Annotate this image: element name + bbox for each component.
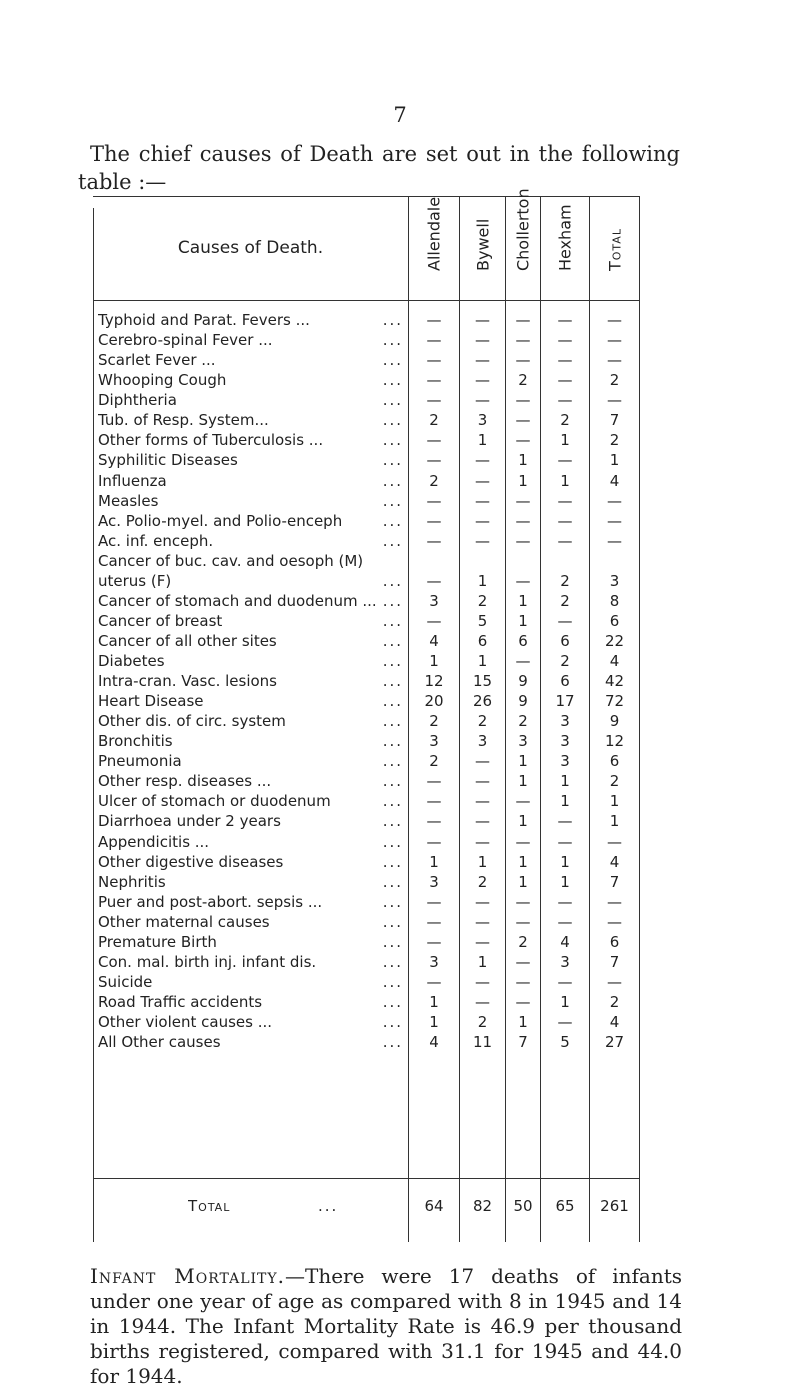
value-cell: — xyxy=(515,351,531,370)
value-cell: — xyxy=(515,511,531,530)
table-row xyxy=(93,430,643,450)
value-cell: — xyxy=(557,351,573,370)
value-cell: — xyxy=(426,912,442,931)
value-cell: — xyxy=(607,491,622,510)
value-cell: 9 xyxy=(518,692,528,711)
value-cell: 2 xyxy=(477,872,488,891)
cause-label: Other violent causes ... ... xyxy=(98,1013,403,1032)
intro-line-1: The chief causes of Death are set out in the following xyxy=(90,142,680,166)
value-cell: — xyxy=(426,932,442,951)
total-cell: 82 xyxy=(472,1197,493,1215)
total-row-label: Total xyxy=(188,1197,231,1215)
value-cell: — xyxy=(475,812,490,831)
value-cell: — xyxy=(557,531,573,550)
table-row xyxy=(93,892,643,912)
value-cell: 1 xyxy=(477,651,488,670)
total-row-dots: ... xyxy=(318,1197,339,1215)
value-cell: — xyxy=(475,391,490,410)
value-cell: — xyxy=(515,952,531,971)
column-header-bywell: Bywell xyxy=(473,218,492,271)
value-cell: 1 xyxy=(560,431,570,450)
table-row xyxy=(93,450,643,470)
table-row xyxy=(93,330,643,350)
table-row xyxy=(93,852,643,872)
value-cell: 12 xyxy=(604,732,625,751)
value-cell: — xyxy=(607,391,622,410)
value-cell: — xyxy=(426,531,442,550)
value-cell: — xyxy=(475,351,490,370)
table-row xyxy=(93,671,643,691)
total-cell: 261 xyxy=(600,1197,629,1215)
value-cell: — xyxy=(515,311,531,329)
table-row xyxy=(93,811,643,831)
value-cell: 1 xyxy=(518,611,528,630)
value-cell: 1 xyxy=(429,852,439,871)
causes-of-death-table xyxy=(93,188,643,1244)
value-cell: — xyxy=(475,451,490,470)
value-cell: 2 xyxy=(518,712,528,731)
value-cell: 1 xyxy=(518,872,528,891)
cause-label: Premature Birth ... xyxy=(98,932,403,951)
infant-mortality-paragraph xyxy=(90,1264,682,1389)
value-cell: 1 xyxy=(477,571,488,590)
value-cell: 1 xyxy=(429,651,439,670)
value-cell: 1 xyxy=(518,451,528,470)
value-cell: 1 xyxy=(609,451,620,470)
value-cell: — xyxy=(475,832,490,851)
value-cell: — xyxy=(475,892,490,911)
value-cell: 72 xyxy=(604,692,625,711)
value-cell: 4 xyxy=(429,631,439,650)
value-cell: 5 xyxy=(477,611,488,630)
value-cell: — xyxy=(557,972,573,991)
value-cell: — xyxy=(557,1013,573,1032)
cause-label: Cerebro-spinal Fever ... ... xyxy=(98,331,403,350)
value-cell: — xyxy=(475,993,490,1011)
cause-label: Cancer of buc. cav. and oesoph (M) uterus (F) ... xyxy=(98,551,403,590)
value-cell: — xyxy=(426,892,442,911)
value-cell: 6 xyxy=(609,932,620,951)
value-cell: — xyxy=(475,932,490,951)
value-cell: 1 xyxy=(609,812,620,831)
total-cell: 65 xyxy=(555,1197,575,1215)
table-row xyxy=(93,491,643,511)
table-row xyxy=(93,992,643,1012)
cause-label: Influenza ... xyxy=(98,471,403,490)
value-cell: — xyxy=(426,611,442,630)
value-cell: — xyxy=(426,511,442,530)
value-cell: — xyxy=(515,651,531,670)
table-row xyxy=(93,832,643,852)
infant-mortality-heading: Infant Mortality. xyxy=(90,1264,285,1288)
table-row xyxy=(93,390,643,410)
value-cell: 17 xyxy=(555,692,575,711)
value-cell: 3 xyxy=(560,712,570,731)
value-cell: 7 xyxy=(609,872,620,891)
value-cell: — xyxy=(515,993,531,1011)
cause-label: Cancer of breast ... xyxy=(98,611,403,630)
value-cell: — xyxy=(515,792,531,811)
value-cell: — xyxy=(515,411,531,430)
value-cell: — xyxy=(426,972,442,991)
value-cell: — xyxy=(515,571,531,590)
value-cell: 7 xyxy=(609,952,620,971)
value-cell: 5 xyxy=(560,1033,570,1052)
value-cell: — xyxy=(475,912,490,931)
value-cell: 3 xyxy=(518,732,528,751)
value-cell: 4 xyxy=(429,1033,439,1052)
value-cell: — xyxy=(426,451,442,470)
value-cell: 6 xyxy=(477,631,488,650)
value-cell: — xyxy=(426,351,442,370)
value-cell: 1 xyxy=(518,591,528,610)
table-row xyxy=(93,771,643,791)
table-row xyxy=(93,471,643,491)
cause-label: Appendicitis ... ... xyxy=(98,832,403,851)
value-cell: 7 xyxy=(609,411,620,430)
value-cell: 2 xyxy=(560,571,570,590)
value-cell: 11 xyxy=(472,1033,493,1052)
value-cell: 2 xyxy=(477,1013,488,1032)
cause-label: Bronchitis ... xyxy=(98,732,403,751)
value-cell: 1 xyxy=(518,752,528,771)
value-cell: — xyxy=(475,792,490,811)
table-row xyxy=(93,711,643,731)
causes-column-header: Causes of Death. xyxy=(177,238,324,258)
value-cell: — xyxy=(475,471,490,490)
value-cell: 1 xyxy=(560,852,570,871)
value-cell: — xyxy=(557,511,573,530)
table-row xyxy=(93,691,643,711)
value-cell: — xyxy=(607,351,622,370)
value-cell: — xyxy=(426,331,442,350)
table-row xyxy=(93,952,643,972)
cause-label: Measles ... xyxy=(98,491,403,510)
table-row xyxy=(93,872,643,892)
cause-label: Nephritis ... xyxy=(98,872,403,891)
table-row xyxy=(93,511,643,531)
value-cell: 2 xyxy=(429,712,439,731)
cause-label: Pneumonia ... xyxy=(98,752,403,771)
table-body xyxy=(93,310,643,1052)
page-number: 7 xyxy=(393,103,407,127)
value-cell: — xyxy=(557,491,573,510)
value-cell: 2 xyxy=(560,411,570,430)
value-cell: — xyxy=(515,491,531,510)
value-cell: 3 xyxy=(429,872,439,891)
cause-label: Cancer of all other sites ... xyxy=(98,631,403,650)
cause-label: Ac. Polio-myel. and Polio-enceph ... xyxy=(98,511,403,530)
cause-label: All Other causes ... xyxy=(98,1033,403,1052)
value-cell: 6 xyxy=(609,611,620,630)
value-cell: 2 xyxy=(518,932,528,951)
value-cell: 1 xyxy=(560,792,570,811)
value-cell: — xyxy=(515,391,531,410)
value-cell: 2 xyxy=(429,411,439,430)
cause-label: Tub. of Resp. System... ... xyxy=(98,411,403,430)
value-cell: 42 xyxy=(604,672,625,690)
value-cell: — xyxy=(426,812,442,831)
value-cell: — xyxy=(426,311,442,329)
table-row xyxy=(93,551,643,591)
value-cell: — xyxy=(426,792,442,811)
value-cell: 1 xyxy=(518,772,528,791)
total-cell: 50 xyxy=(513,1197,533,1215)
value-cell: — xyxy=(475,772,490,791)
value-cell: 2 xyxy=(518,371,528,390)
value-cell: 6 xyxy=(560,672,570,690)
value-cell: 2 xyxy=(429,752,439,771)
value-cell: — xyxy=(515,972,531,991)
table-row xyxy=(93,1012,643,1032)
table-row xyxy=(93,350,643,370)
value-cell: 3 xyxy=(609,571,620,590)
value-cell: 3 xyxy=(560,952,570,971)
infant-mortality-text: —There were 17 deaths of infants under one year of age as compared with 8 in 1945 and 14 in 1944. The Infant Mortality Rate is 46.9 per thousand births registered, compared with 31.1 for 1945 and 44.0 for 1944. xyxy=(90,1264,682,1388)
value-cell: 1 xyxy=(560,772,570,791)
value-cell: 4 xyxy=(609,852,620,871)
value-cell: — xyxy=(607,311,622,329)
value-cell: — xyxy=(515,892,531,911)
value-cell: 1 xyxy=(477,431,488,450)
cause-label: Road Traffic accidents ... xyxy=(98,993,403,1011)
cause-label: Whooping Cough ... xyxy=(98,371,403,390)
table-row xyxy=(93,591,643,611)
table-row xyxy=(93,912,643,932)
value-cell: — xyxy=(557,812,573,831)
cause-label: Ulcer of stomach or duodenum ... xyxy=(98,792,403,811)
value-cell: — xyxy=(557,311,573,329)
value-cell: — xyxy=(515,912,531,931)
table-row xyxy=(93,1032,643,1052)
value-cell: — xyxy=(515,331,531,350)
value-cell: 4 xyxy=(560,932,570,951)
value-cell: 27 xyxy=(604,1033,625,1052)
value-cell: — xyxy=(557,451,573,470)
table-row xyxy=(93,751,643,771)
value-cell: 12 xyxy=(424,672,444,690)
value-cell: 3 xyxy=(429,732,439,751)
cause-label: Scarlet Fever ... ... xyxy=(98,351,403,370)
value-cell: 8 xyxy=(609,591,620,610)
value-cell: — xyxy=(607,892,622,911)
cause-label: Diarrhoea under 2 years ... xyxy=(98,812,403,831)
value-cell: 6 xyxy=(609,752,620,771)
table-row xyxy=(93,310,643,330)
value-cell: — xyxy=(515,531,531,550)
value-cell: 2 xyxy=(560,651,570,670)
value-cell: — xyxy=(426,391,442,410)
value-cell: — xyxy=(426,571,442,590)
table-row xyxy=(93,972,643,992)
value-cell: — xyxy=(607,832,622,851)
table-row xyxy=(93,631,643,651)
value-cell: 2 xyxy=(609,993,620,1011)
value-cell: 4 xyxy=(609,471,620,490)
table-row xyxy=(93,651,643,671)
header-rule xyxy=(93,300,640,301)
cause-label: Heart Disease ... xyxy=(98,692,403,711)
value-cell: 4 xyxy=(609,651,620,670)
column-header-allendale: Allendale xyxy=(424,196,444,271)
value-cell: 3 xyxy=(560,752,570,771)
cause-label: Syphilitic Diseases ... xyxy=(98,451,403,470)
value-cell: 1 xyxy=(518,1013,528,1032)
value-cell: 3 xyxy=(429,952,439,971)
value-cell: — xyxy=(475,752,490,771)
value-cell: 1 xyxy=(609,792,620,811)
value-cell: — xyxy=(426,491,442,510)
value-cell: 1 xyxy=(518,471,528,490)
value-cell: 26 xyxy=(472,692,493,711)
table-row xyxy=(93,410,643,430)
cause-label: Puer and post-abort. sepsis ... ... xyxy=(98,892,403,911)
value-cell: 1 xyxy=(477,852,488,871)
value-cell: 1 xyxy=(429,993,439,1011)
value-cell: 4 xyxy=(609,1013,620,1032)
table-row xyxy=(93,370,643,390)
value-cell: — xyxy=(475,972,490,991)
value-cell: — xyxy=(557,331,573,350)
value-cell: 3 xyxy=(477,411,488,430)
cause-label: Other resp. diseases ... ... xyxy=(98,772,403,791)
value-cell: — xyxy=(426,431,442,450)
value-cell: — xyxy=(515,431,531,450)
table-row xyxy=(93,611,643,631)
value-cell: 3 xyxy=(429,591,439,610)
value-cell: — xyxy=(475,331,490,350)
table-row xyxy=(93,531,643,551)
value-cell: 9 xyxy=(518,672,528,690)
value-cell: — xyxy=(426,371,442,390)
total-cell: 64 xyxy=(424,1197,444,1215)
value-cell: — xyxy=(557,611,573,630)
value-cell: 20 xyxy=(424,692,444,711)
column-header-chollerton: Chollerton xyxy=(513,188,533,271)
value-cell: — xyxy=(607,912,622,931)
value-cell: 2 xyxy=(609,371,620,390)
value-cell: 1 xyxy=(560,872,570,891)
value-cell: — xyxy=(475,531,490,550)
value-cell: 2 xyxy=(477,591,488,610)
cause-label: Diabetes ... xyxy=(98,651,403,670)
value-cell: 3 xyxy=(477,732,488,751)
value-cell: 1 xyxy=(518,812,528,831)
value-cell: 2 xyxy=(429,471,439,490)
value-cell: — xyxy=(557,371,573,390)
table-row xyxy=(93,932,643,952)
value-cell: — xyxy=(607,511,622,530)
value-cell: — xyxy=(426,772,442,791)
value-cell: 1 xyxy=(560,471,570,490)
value-cell: — xyxy=(475,311,490,329)
value-cell: — xyxy=(557,391,573,410)
value-cell: 2 xyxy=(609,431,620,450)
value-cell: 3 xyxy=(560,732,570,751)
cause-label: Other digestive diseases ... xyxy=(98,852,403,871)
cause-label: Ac. inf. enceph. ... xyxy=(98,531,403,550)
value-cell: — xyxy=(607,972,622,991)
column-header-total: Total xyxy=(605,228,624,271)
value-cell: — xyxy=(475,511,490,530)
cause-label: Other maternal causes ... xyxy=(98,912,403,931)
intro-line-2: table :— xyxy=(78,170,167,194)
value-cell: 15 xyxy=(472,672,493,690)
value-cell: 1 xyxy=(429,1013,439,1032)
value-cell: — xyxy=(475,491,490,510)
table-row xyxy=(93,731,643,751)
value-cell: 1 xyxy=(518,852,528,871)
value-cell: — xyxy=(557,832,573,851)
cause-label: Suicide ... xyxy=(98,972,403,991)
value-cell: — xyxy=(515,832,531,851)
table-row xyxy=(93,791,643,811)
total-row xyxy=(93,1178,643,1244)
value-cell: 6 xyxy=(518,631,528,650)
value-cell: — xyxy=(557,912,573,931)
value-cell: — xyxy=(475,371,490,390)
value-cell: — xyxy=(607,331,622,350)
value-cell: 22 xyxy=(604,631,625,650)
cause-label: Cancer of stomach and duodenum ... ... xyxy=(98,591,403,610)
cause-label: Intra-cran. Vasc. lesions ... xyxy=(98,672,403,690)
value-cell: 9 xyxy=(609,712,620,731)
cause-label: Diphtheria ... xyxy=(98,391,403,410)
value-cell: 2 xyxy=(609,772,620,791)
cause-label: Typhoid and Parat. Fevers ... ... xyxy=(98,311,403,329)
value-cell: 2 xyxy=(560,591,570,610)
cause-label: Other forms of Tuberculosis ... ... xyxy=(98,431,403,450)
value-cell: — xyxy=(426,832,442,851)
cause-label: Other dis. of circ. system ... xyxy=(98,712,403,731)
value-cell: 1 xyxy=(560,993,570,1011)
value-cell: — xyxy=(557,892,573,911)
intro-paragraph xyxy=(78,140,680,196)
value-cell: 6 xyxy=(560,631,570,650)
value-cell: — xyxy=(607,531,622,550)
value-cell: 2 xyxy=(477,712,488,731)
cause-label: Con. mal. birth inj. infant dis. ... xyxy=(98,952,403,971)
value-cell: 7 xyxy=(518,1033,528,1052)
column-header-hexham: Hexham xyxy=(555,204,575,271)
value-cell: 1 xyxy=(477,952,488,971)
